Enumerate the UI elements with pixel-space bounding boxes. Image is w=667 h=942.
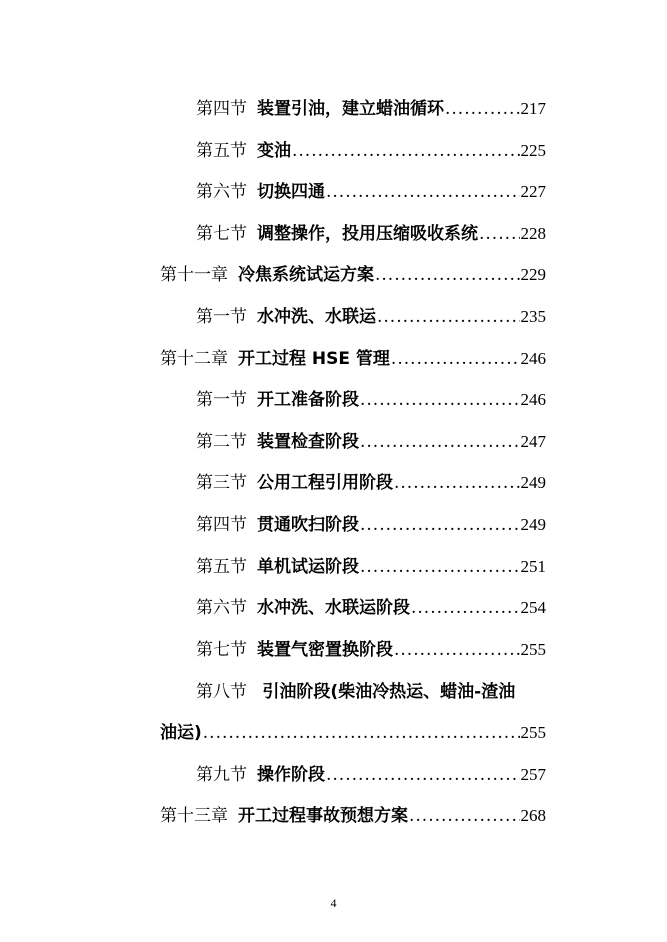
- toc-entry-page: 251: [520, 557, 546, 576]
- dot-leader: [394, 635, 520, 665]
- toc-entry-title: 装置引油，建立蜡油循环: [257, 99, 444, 119]
- toc-entry-title: 水冲洗、水联运阶段: [257, 598, 410, 618]
- toc-entry-title: 切换四通: [257, 182, 325, 202]
- toc-entry: [196, 136, 546, 166]
- dot-leader: [360, 427, 520, 457]
- toc-entry-number: 第一节: [196, 390, 247, 410]
- toc-entry-title: 变油: [257, 141, 291, 161]
- toc-entry-title: 公用工程引用阶段: [257, 473, 393, 493]
- toc-entry-title: 单机试运阶段: [257, 557, 359, 577]
- toc-chapter-title: 开工过程 HSE 管理: [238, 349, 390, 369]
- toc-entry-page: 249: [520, 473, 546, 492]
- toc-entry: [196, 302, 546, 332]
- toc-entry: [196, 468, 546, 498]
- toc-entry-number: 第六节: [196, 182, 247, 202]
- toc-entry-number: 第八节: [196, 682, 247, 702]
- toc-entry-number: 第六节: [196, 598, 247, 618]
- dot-leader: [445, 94, 520, 124]
- toc-chapter: [160, 801, 546, 831]
- dot-leader: [326, 177, 520, 207]
- dot-leader: [203, 718, 520, 748]
- toc-chapter-page: 229: [520, 265, 546, 284]
- toc-entry-title: 引油阶段(柴油冷热运、蜡油-渣油: [262, 682, 516, 702]
- dot-leader: [292, 136, 520, 166]
- dot-leader: [377, 302, 520, 332]
- toc-entry-page: 246: [520, 390, 546, 409]
- toc-entry: [196, 635, 546, 665]
- toc-entry: [196, 94, 546, 124]
- toc-chapter: [160, 344, 546, 374]
- toc-entry-number: 第五节: [196, 557, 247, 577]
- dot-leader: [326, 760, 520, 790]
- dot-leader: [360, 510, 520, 540]
- toc-entry-number: 第九节: [196, 765, 247, 785]
- toc-chapter-number: 第十二章: [160, 349, 228, 369]
- toc-entry-wrapped-second-line: [160, 718, 546, 748]
- dot-leader: [479, 219, 520, 249]
- toc-entry-number: 第五节: [196, 141, 247, 161]
- toc-entry-page: 225: [520, 141, 546, 160]
- toc-entry-page: 254: [520, 598, 546, 617]
- dot-leader: [411, 593, 520, 623]
- toc-entry: [196, 552, 546, 582]
- dot-leader: [409, 801, 520, 831]
- toc-entry-page: 247: [520, 432, 546, 451]
- toc-entry-title: 贯通吹扫阶段: [257, 515, 359, 535]
- toc-chapter: [160, 260, 546, 290]
- toc-entry-number: 第七节: [196, 640, 247, 660]
- toc-entry: [196, 427, 546, 457]
- toc-chapter-number: 第十三章: [160, 806, 228, 826]
- toc-entry-number: 第二节: [196, 432, 247, 452]
- toc-entry-page: 255: [520, 640, 546, 659]
- toc-entry-number: 第七节: [196, 224, 247, 244]
- toc-entry: [196, 177, 546, 207]
- toc-entry-page: 228: [520, 224, 546, 243]
- toc-entry-number: 第一节: [196, 307, 247, 327]
- toc-entry-number: 第四节: [196, 99, 247, 119]
- dot-leader: [360, 385, 520, 415]
- toc-chapter-number: 第十一章: [160, 265, 228, 285]
- toc-entry-wrapped-first-line: [196, 677, 515, 707]
- toc-entry-title: 开工准备阶段: [257, 390, 359, 410]
- toc-chapter-page: 268: [520, 806, 546, 825]
- dot-leader: [360, 552, 520, 582]
- dot-leader: [375, 260, 520, 290]
- dot-leader: [394, 468, 520, 498]
- toc-chapter-page: 246: [520, 349, 546, 368]
- toc-entry-page: 249: [520, 515, 546, 534]
- toc-chapter-title: 开工过程事故预想方案: [238, 806, 408, 826]
- toc-entry-title: 操作阶段: [257, 765, 325, 785]
- toc-entry-page: 227: [520, 182, 546, 201]
- toc-entry: [196, 385, 546, 415]
- toc-entry-title: 装置检查阶段: [257, 432, 359, 452]
- toc-entry-title-continuation: 油运): [160, 723, 202, 743]
- toc-entry-number: 第四节: [196, 515, 247, 535]
- dot-leader: [391, 344, 520, 374]
- toc-entry-page: 235: [520, 307, 546, 326]
- toc-entry-page: 257: [520, 765, 546, 784]
- toc-entry: [196, 760, 546, 790]
- toc-entry: [196, 219, 546, 249]
- toc-entry-title: 调整操作，投用压缩吸收系统: [257, 224, 478, 244]
- toc-entry-page: 255: [520, 723, 546, 742]
- toc-entry: [196, 593, 546, 623]
- toc-entry-page: 217: [520, 99, 546, 118]
- toc-entry-title: 装置气密置换阶段: [257, 640, 393, 660]
- page-number: 4: [330, 896, 337, 910]
- toc-entry-title: 水冲洗、水联运: [257, 307, 376, 327]
- toc-entry-number: 第三节: [196, 473, 247, 493]
- toc-chapter-title: 冷焦系统试运方案: [238, 265, 374, 285]
- toc-entry: [196, 510, 546, 540]
